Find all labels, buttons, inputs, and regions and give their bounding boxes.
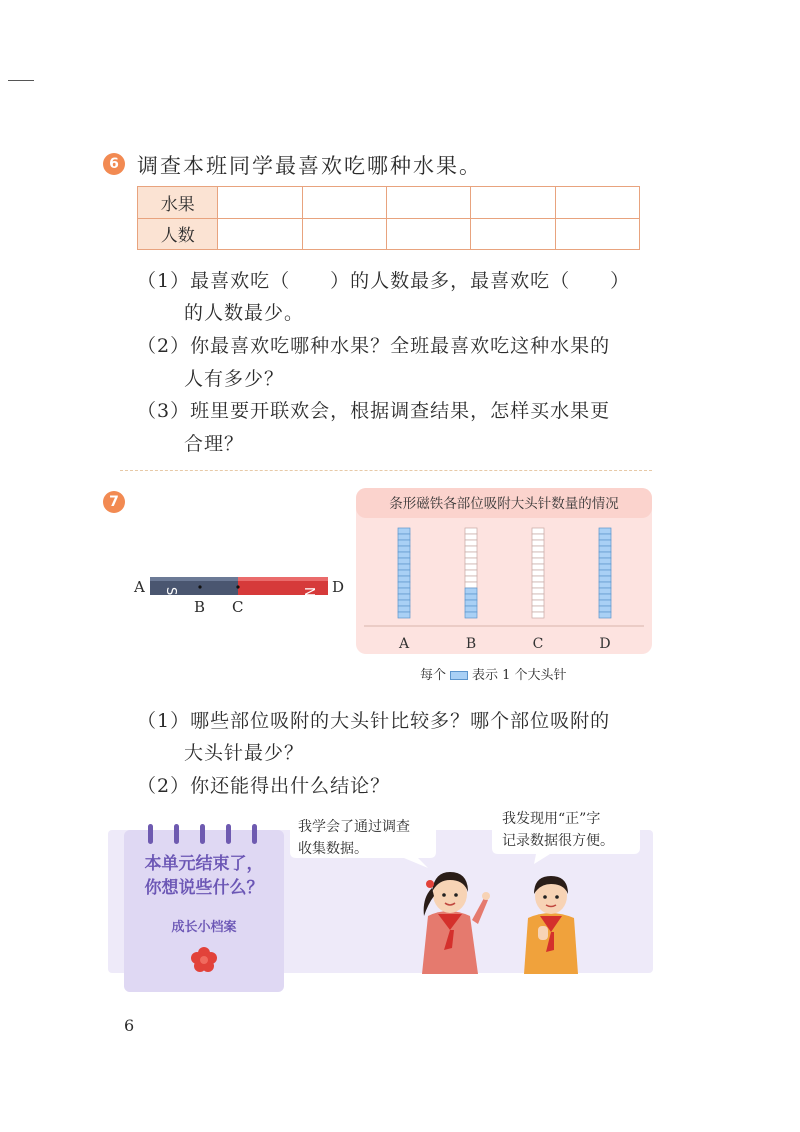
table-cell (555, 218, 639, 250)
girl-illustration (408, 858, 494, 974)
page-corner-mark (8, 80, 34, 81)
table-row (138, 218, 640, 250)
chart-cell-empty-C (532, 570, 544, 576)
q7-item-2-line-1: （2）你还能得出什么结论？ (137, 775, 391, 797)
q7-item-1-line-2: 大头针最少？ (184, 742, 305, 764)
magnet-pole-s: S (163, 587, 178, 596)
bar-magnet-illustration (150, 575, 330, 597)
chart-cell-empty-B (465, 546, 477, 552)
chart-cell-empty-B (465, 558, 477, 564)
chart-panel (356, 488, 652, 654)
chart-cell-filled-A (398, 534, 410, 540)
magnet-label-b: B (194, 598, 206, 616)
point-b-marker (198, 585, 201, 588)
boy-speech-text (502, 808, 614, 852)
q7-item-1-line-1: （1）哪些部位吸附的大头针比较多？哪个部位吸附的 (137, 710, 611, 732)
magnet-north-highlight (238, 577, 328, 581)
chart-cell-empty-B (465, 528, 477, 534)
q6-item-3-line-2: 合理？ (184, 433, 245, 455)
table-cell (218, 187, 302, 219)
table-cell (387, 187, 471, 219)
chart-category-label-B: B (465, 636, 477, 652)
page-number: 6 (124, 1016, 135, 1035)
chart-cell-filled-D (599, 528, 611, 534)
chart-title: 条形磁铁各部位吸附大头针数量的情况 (389, 496, 619, 512)
chart-cell-filled-D (599, 612, 611, 618)
boy-illustration (516, 862, 586, 974)
chart-cell-filled-D (599, 540, 611, 546)
chart-cell-empty-B (465, 564, 477, 570)
chart-cell-filled-D (599, 576, 611, 582)
chart-cell-empty-B (465, 582, 477, 588)
chart-cell-filled-D (599, 594, 611, 600)
chart-cell-filled-A (398, 564, 410, 570)
chart-cell-filled-B (465, 588, 477, 594)
chart-cell-empty-C (532, 582, 544, 588)
binder-ring (226, 824, 231, 844)
section-divider (120, 470, 652, 471)
chart-cell-filled-A (398, 606, 410, 612)
table-cell (387, 218, 471, 250)
boy-line-1: 我发现用“正”字 (502, 811, 601, 827)
chart-cell-empty-C (532, 528, 544, 534)
card-line-2: 你想说些什么？ (144, 878, 264, 898)
chart-cell-filled-A (398, 582, 410, 588)
chart-cell-empty-B (465, 540, 477, 546)
question-number-6: 6 (103, 153, 125, 175)
binder-ring (174, 824, 179, 844)
chart-cell-empty-C (532, 558, 544, 564)
magnet-label-d: D (332, 578, 345, 596)
pin-count-chart (356, 488, 652, 654)
table-cell (218, 218, 302, 250)
legend-swatch (450, 671, 468, 680)
table-row (138, 187, 640, 219)
chart-cell-filled-D (599, 558, 611, 564)
legend-suffix: 表示 1 个大头针 (472, 668, 567, 683)
chart-cell-filled-B (465, 594, 477, 600)
binder-ring (252, 824, 257, 844)
chart-category-label-A: A (398, 636, 410, 652)
chart-cell-empty-B (465, 570, 477, 576)
chart-cell-filled-D (599, 600, 611, 606)
binder-ring (148, 824, 153, 844)
chart-bars (398, 528, 611, 618)
chart-cell-empty-C (532, 606, 544, 612)
chart-category-label-C: C (532, 636, 544, 652)
chart-cell-filled-D (599, 534, 611, 540)
table-cell (555, 187, 639, 219)
table-cell (302, 187, 386, 219)
chart-cell-filled-D (599, 588, 611, 594)
card-label: 成长小档案 (171, 920, 237, 935)
chart-cell-filled-A (398, 600, 410, 606)
row-label-fruit: 水果 (138, 187, 218, 219)
chart-cell-filled-B (465, 600, 477, 606)
girl-speech-text (298, 816, 410, 860)
chart-category-labels (398, 636, 611, 652)
chart-category-label-D: D (599, 636, 611, 652)
q6-item-3-line-1: （3）班里要开联欢会，根据调查结果，怎样买水果更 (137, 400, 611, 422)
chart-cell-empty-C (532, 600, 544, 606)
row-label-count: 人数 (138, 218, 218, 250)
chart-cell-empty-C (532, 546, 544, 552)
chart-cell-filled-B (465, 612, 477, 618)
boy-line-2: 记录数据很方便。 (502, 833, 614, 849)
magnet-label-c: C (232, 598, 244, 616)
table-cell (302, 218, 386, 250)
chart-cell-empty-C (532, 540, 544, 546)
chart-cell-empty-B (465, 576, 477, 582)
girl-line-1: 我学会了通过调查 (298, 819, 410, 835)
chart-cell-empty-C (532, 612, 544, 618)
chart-cell-empty-C (532, 588, 544, 594)
chart-cell-filled-A (398, 540, 410, 546)
chart-cell-empty-C (532, 564, 544, 570)
binder-rings (124, 820, 284, 850)
binder-ring (200, 824, 205, 844)
chart-legend (420, 664, 567, 683)
table-cell (471, 187, 555, 219)
chart-cell-empty-C (532, 594, 544, 600)
girl-line-2: 收集数据。 (298, 841, 368, 857)
fruit-survey-table (137, 186, 640, 250)
q6-item-1-line-1: （1）最喜欢吃（ ）的人数最多，最喜欢吃（ ） (137, 270, 631, 292)
chart-cell-filled-D (599, 552, 611, 558)
chart-cell-filled-D (599, 582, 611, 588)
card-line-1: 本单元结束了， (144, 854, 264, 874)
chart-cell-filled-A (398, 594, 410, 600)
q6-item-2-line-1: （2）你最喜欢吃哪种水果？全班最喜欢吃这种水果的 (137, 335, 611, 357)
chart-cell-empty-C (532, 534, 544, 540)
table-cell (471, 218, 555, 250)
chart-cell-filled-D (599, 570, 611, 576)
chart-cell-filled-D (599, 546, 611, 552)
growth-file-card (124, 830, 284, 992)
chart-cell-filled-A (398, 528, 410, 534)
chart-cell-filled-A (398, 552, 410, 558)
chart-cell-filled-A (398, 576, 410, 582)
magnet-south-highlight (150, 577, 238, 581)
chart-cell-filled-A (398, 570, 410, 576)
chart-cell-empty-C (532, 576, 544, 582)
chart-cell-filled-A (398, 612, 410, 618)
chart-cell-filled-A (398, 588, 410, 594)
question-6-title: 调查本班同学最喜欢吃哪种水果。 (137, 154, 482, 178)
magnet-label-a: A (134, 578, 145, 596)
legend-prefix: 每个 (420, 668, 447, 683)
point-c-marker (236, 585, 239, 588)
chart-cell-filled-D (599, 564, 611, 570)
q6-item-1-line-2: 的人数最少。 (184, 302, 305, 324)
q6-item-2-line-2: 人有多少？ (184, 368, 285, 390)
chart-cell-filled-D (599, 606, 611, 612)
chart-cell-empty-B (465, 552, 477, 558)
question-number-7: 7 (103, 491, 125, 513)
chart-cell-empty-B (465, 534, 477, 540)
chart-cell-filled-B (465, 606, 477, 612)
chart-cell-filled-A (398, 546, 410, 552)
chart-cell-empty-C (532, 552, 544, 558)
magnet-pole-n: N (301, 587, 316, 597)
chart-cell-filled-A (398, 558, 410, 564)
flower-icon (189, 945, 219, 975)
